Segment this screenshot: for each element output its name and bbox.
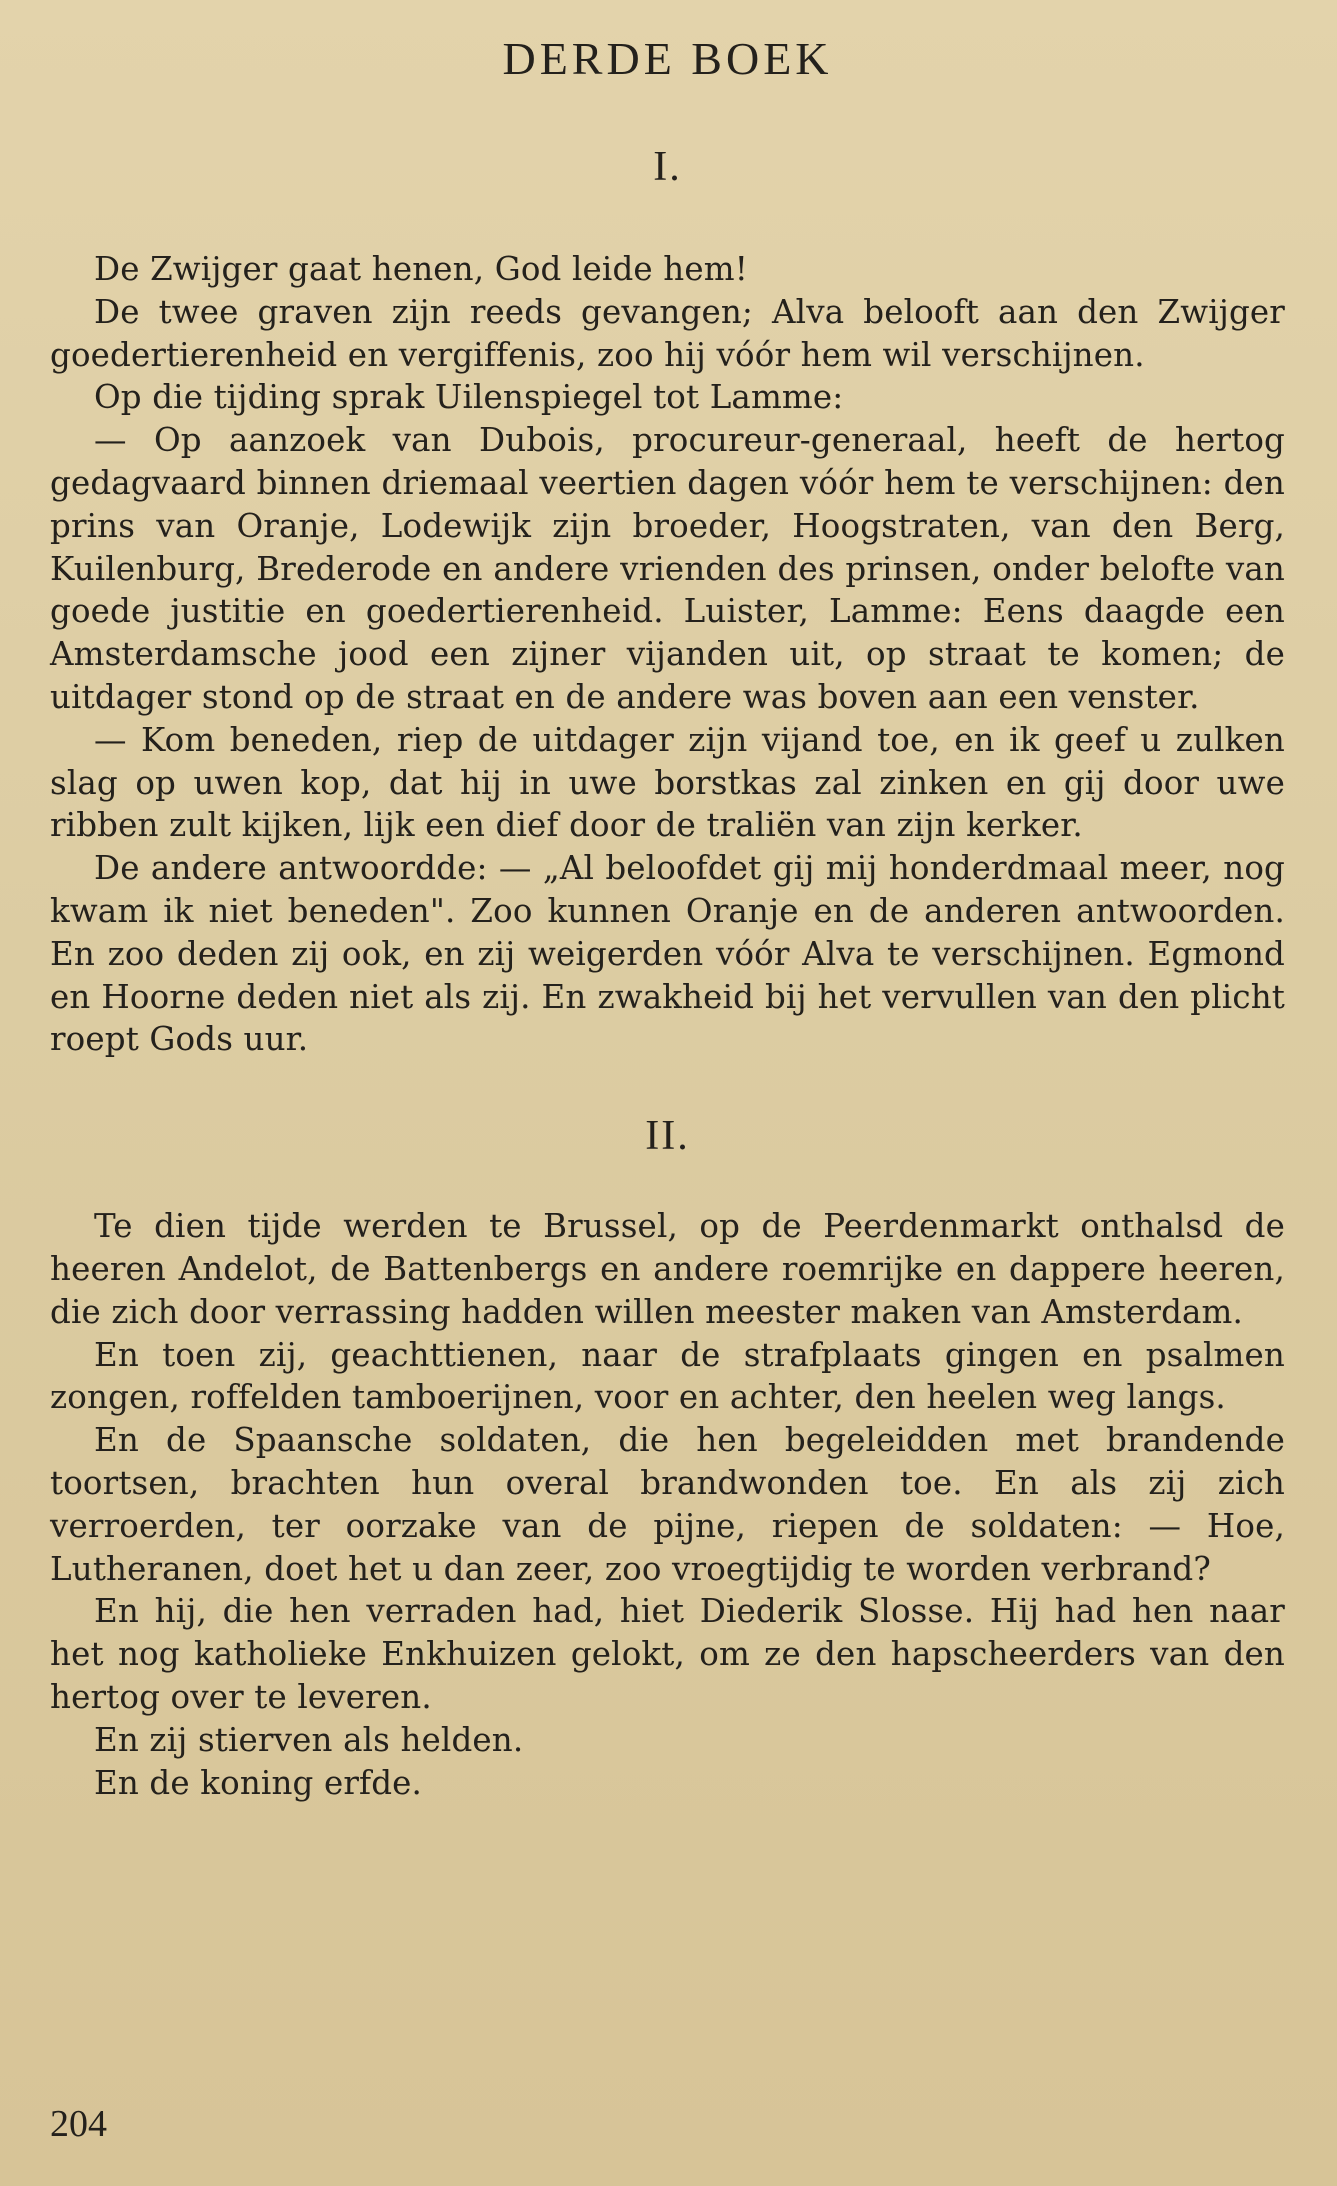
paragraph: De andere antwoordde: — „Al beloofdet gij mij honderdmaal meer, nog kwam ik niet beneden". Zoo kunnen Oranje en de anderen antwoorden. En zoo deden zij ook, en zij weigerden vóór Alva te verschijnen. Egmond en Hoorne deden niet als zij. En zwakheid bij het vervullen van den plicht roept Gods uur. xyxy=(50,849,1285,1059)
page-number: 204 xyxy=(50,2103,107,2145)
paragraph: En de Spaansche soldaten, die hen begeleidden met brandende toortsen, brachten hun overal brandwonden toe. En als zij zich verroerden, ter oorzake van de pijne, riepen de soldaten: — Hoe, Lutheranen, doet het u dan zeer, zoo vroegtijdig te worden verbrand? xyxy=(50,1421,1285,1588)
paragraph: En zij stierven als helden. xyxy=(94,1720,524,1759)
paragraph: — Kom beneden, riep de uitdager zijn vijand toe, en ik geef u zulken slag op uwen kop, dat hij in uwe borstkas zal zinken en gij door uwe ribben zult kijken, lijk een dief door de traliën van zijn kerker. xyxy=(50,720,1285,845)
chapter-1 xyxy=(50,142,1285,1061)
paragraph: — Op aanzoek van Dubois, procureur-generaal, heeft de hertog gedagvaard binnen driemaal veertien dagen vóór hem te verschijnen: den prins van Oranje, Lodewijk zijn broeder, Hoogstraten, van den Berg, Kuilenburg, Brederode en andere vrienden des prinsen, onder belofte van goede justitie en goedertierenheid. Luister, Lamme: Eens daagde een Amsterdamsche jood een zijner vijanden uit, op straat te komen; de uitdager stond op de straat en de andere was boven aan een venster. xyxy=(50,421,1285,716)
book-title: DERDE BOEK xyxy=(502,33,833,84)
paragraph: En toen zij, geachttienen, naar de strafplaats gingen en psalmen zongen, roffelden tamboerijnen, voor en achter, den heelen weg langs. xyxy=(50,1335,1285,1417)
paragraph: Op die tijding sprak Uilenspiegel tot Lamme: xyxy=(94,378,844,417)
chapter-2 xyxy=(50,1111,1285,1804)
chapter-number: II. xyxy=(645,1113,690,1160)
paragraph: De Zwijger gaat henen, God leide hem! xyxy=(94,250,748,288)
chapter-number: I. xyxy=(653,144,682,190)
paragraph: De twee graven zijn reeds gevangen; Alva belooft aan den Zwijger goedertierenheid en vergiffenis, zoo hij vóór hem wil verschijnen. xyxy=(50,292,1285,374)
paragraph: En de koning erfde. xyxy=(94,1763,423,1802)
paragraph: Te dien tijde werden te Brussel, op de Peerdenmarkt onthalsd de heeren Andelot, de Battenbergs en andere roemrijke en dappere heeren, die zich door verrassing hadden willen meester maken van Amsterdam. xyxy=(50,1207,1285,1331)
paragraph: En hij, die hen verraden had, hiet Diederik Slosse. Hij had hen naar het nog katholieke Enkhuizen gelokt, om ze den hapscheerders van den hertog over te leveren. xyxy=(50,1592,1285,1716)
